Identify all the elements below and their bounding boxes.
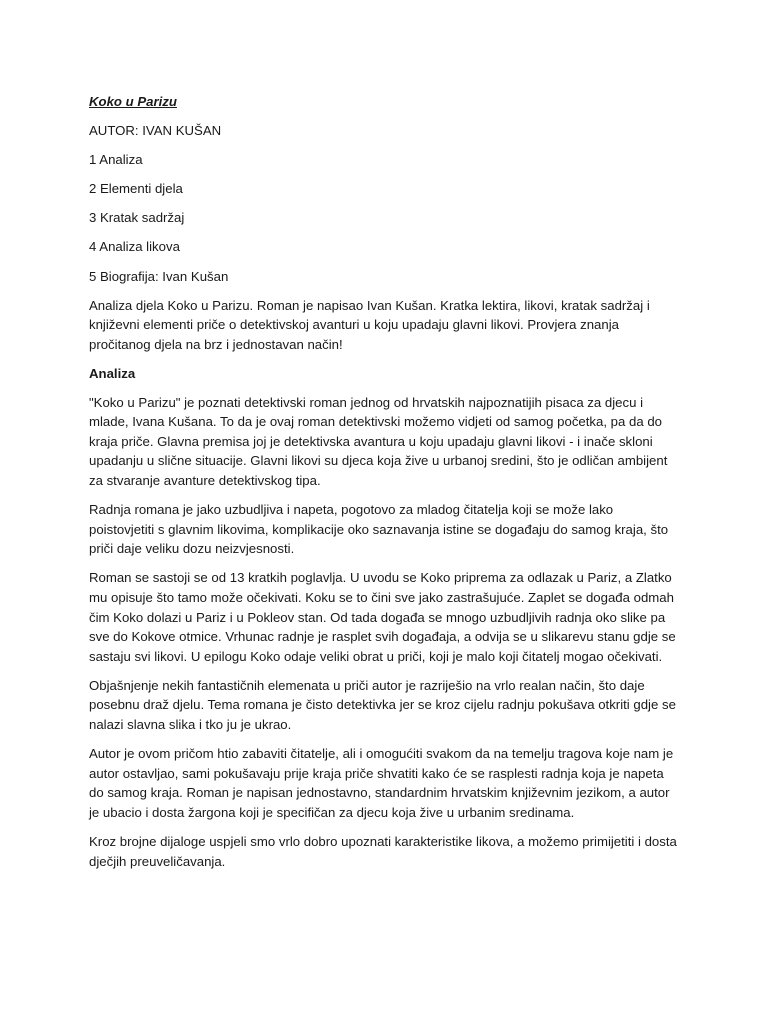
body-paragraph: "Koko u Parizu" je poznati detektivski roman jednog od hrvatskih najpoznatijih pisaca za djecu i mlade, Ivana Kušana. To da je ovaj roman detektivski možemo vidjeti od samog početka, pa da do kraja priče. Glavna premisa joj je detektivska avantura u koju upadaju glavni likovi - i inače skloni upadanju u slične situacije. Glavni likovi su djeca koja žive u urbanoj sredini, što je odličan ambijent za stvaranje avanture detektivskog tipa. [89,394,668,488]
body-paragraph: Radnja romana je jako uzbudljiva i napeta, pogotovo za mladog čitatelja koji se može lako poistovjetiti s glavnim likovima, komplikacije oko saznavanja istine se događaju do samog kraja, što priči daje veliku dozu neizvjesnosti. [89,502,669,557]
body-paragraph: Objašnjenje nekih fantastičnih elemenata u priči autor je razriješio na vrlo realan način, što daje posebnu draž djelu. Tema romana je čisto detektivka jer se kroz cijelu radnju pokušava otkriti gdje se nalazi slavna slika i tko ju je ukrao. [89,677,676,732]
toc-item: 1 Analiza [89,151,143,167]
body-paragraph: Roman se sastoji se od 13 kratkih poglavlja. U uvodu se Koko priprema za odlazak u Pariz, a Zlatko mu opisuje što tamo može očekivati. Koku se to čini sve jako zastrašujuće. Zaplet se događa odmah čim Koko dolazi u Pariz i u Pokleov stan. Od tada događa se mnogo uzbudljivih radnja oko slike pa sve do Kokove otmice. Vrhunac radnje je rasplet svih događaja, a odvija se u slikarevu stanu gdje se sastaju svi likovi. U epilogu Koko odaje veliki obrat u priči, koji je malo koji čitatelj mogao očekivati. [89,570,676,664]
toc-item: 5 Biografija: Ivan Kušan [89,268,229,284]
toc-item: 2 Elementi djela [89,180,183,196]
document-title: Koko u Parizu [89,94,177,109]
intro-paragraph: Analiza djela Koko u Parizu. Roman je napisao Ivan Kušan. Kratka lektira, likovi, kratak sadržaj i književni elementi priče o detektivskoj avanturi u koju upadaju glavni likovi. Provjera znanja pročitanog djela na brz i jednostavan način! [89,297,650,352]
body-paragraph: Kroz brojne dijaloge uspjeli smo vrlo dobro upoznati karakteristike likova, a možemo primijetiti i dosta dječjih preuveličavanja. [89,833,677,869]
author-line: AUTOR: IVAN KUŠAN [89,122,222,138]
body-paragraph: Autor je ovom pričom htio zabaviti čitatelje, ali i omogućiti svakom da na temelju tragova koje nam je autor ostavljao, sami pokušavaju prije kraja priče shvatiti kako će se rasplesti radnja koja je napeta do samog kraja. Roman je napisan jednostavno, standardnim hrvatskim književnim jezikom, a autor je ubacio i dosta žargona koji je specifičan za djecu koja žive u urbanim sredinama. [89,746,674,820]
document-page [89,92,681,881]
toc-item: 3 Kratak sadržaj [89,210,185,226]
toc-item: 4 Analiza likova [89,239,180,255]
section-heading: Analiza [89,366,136,381]
